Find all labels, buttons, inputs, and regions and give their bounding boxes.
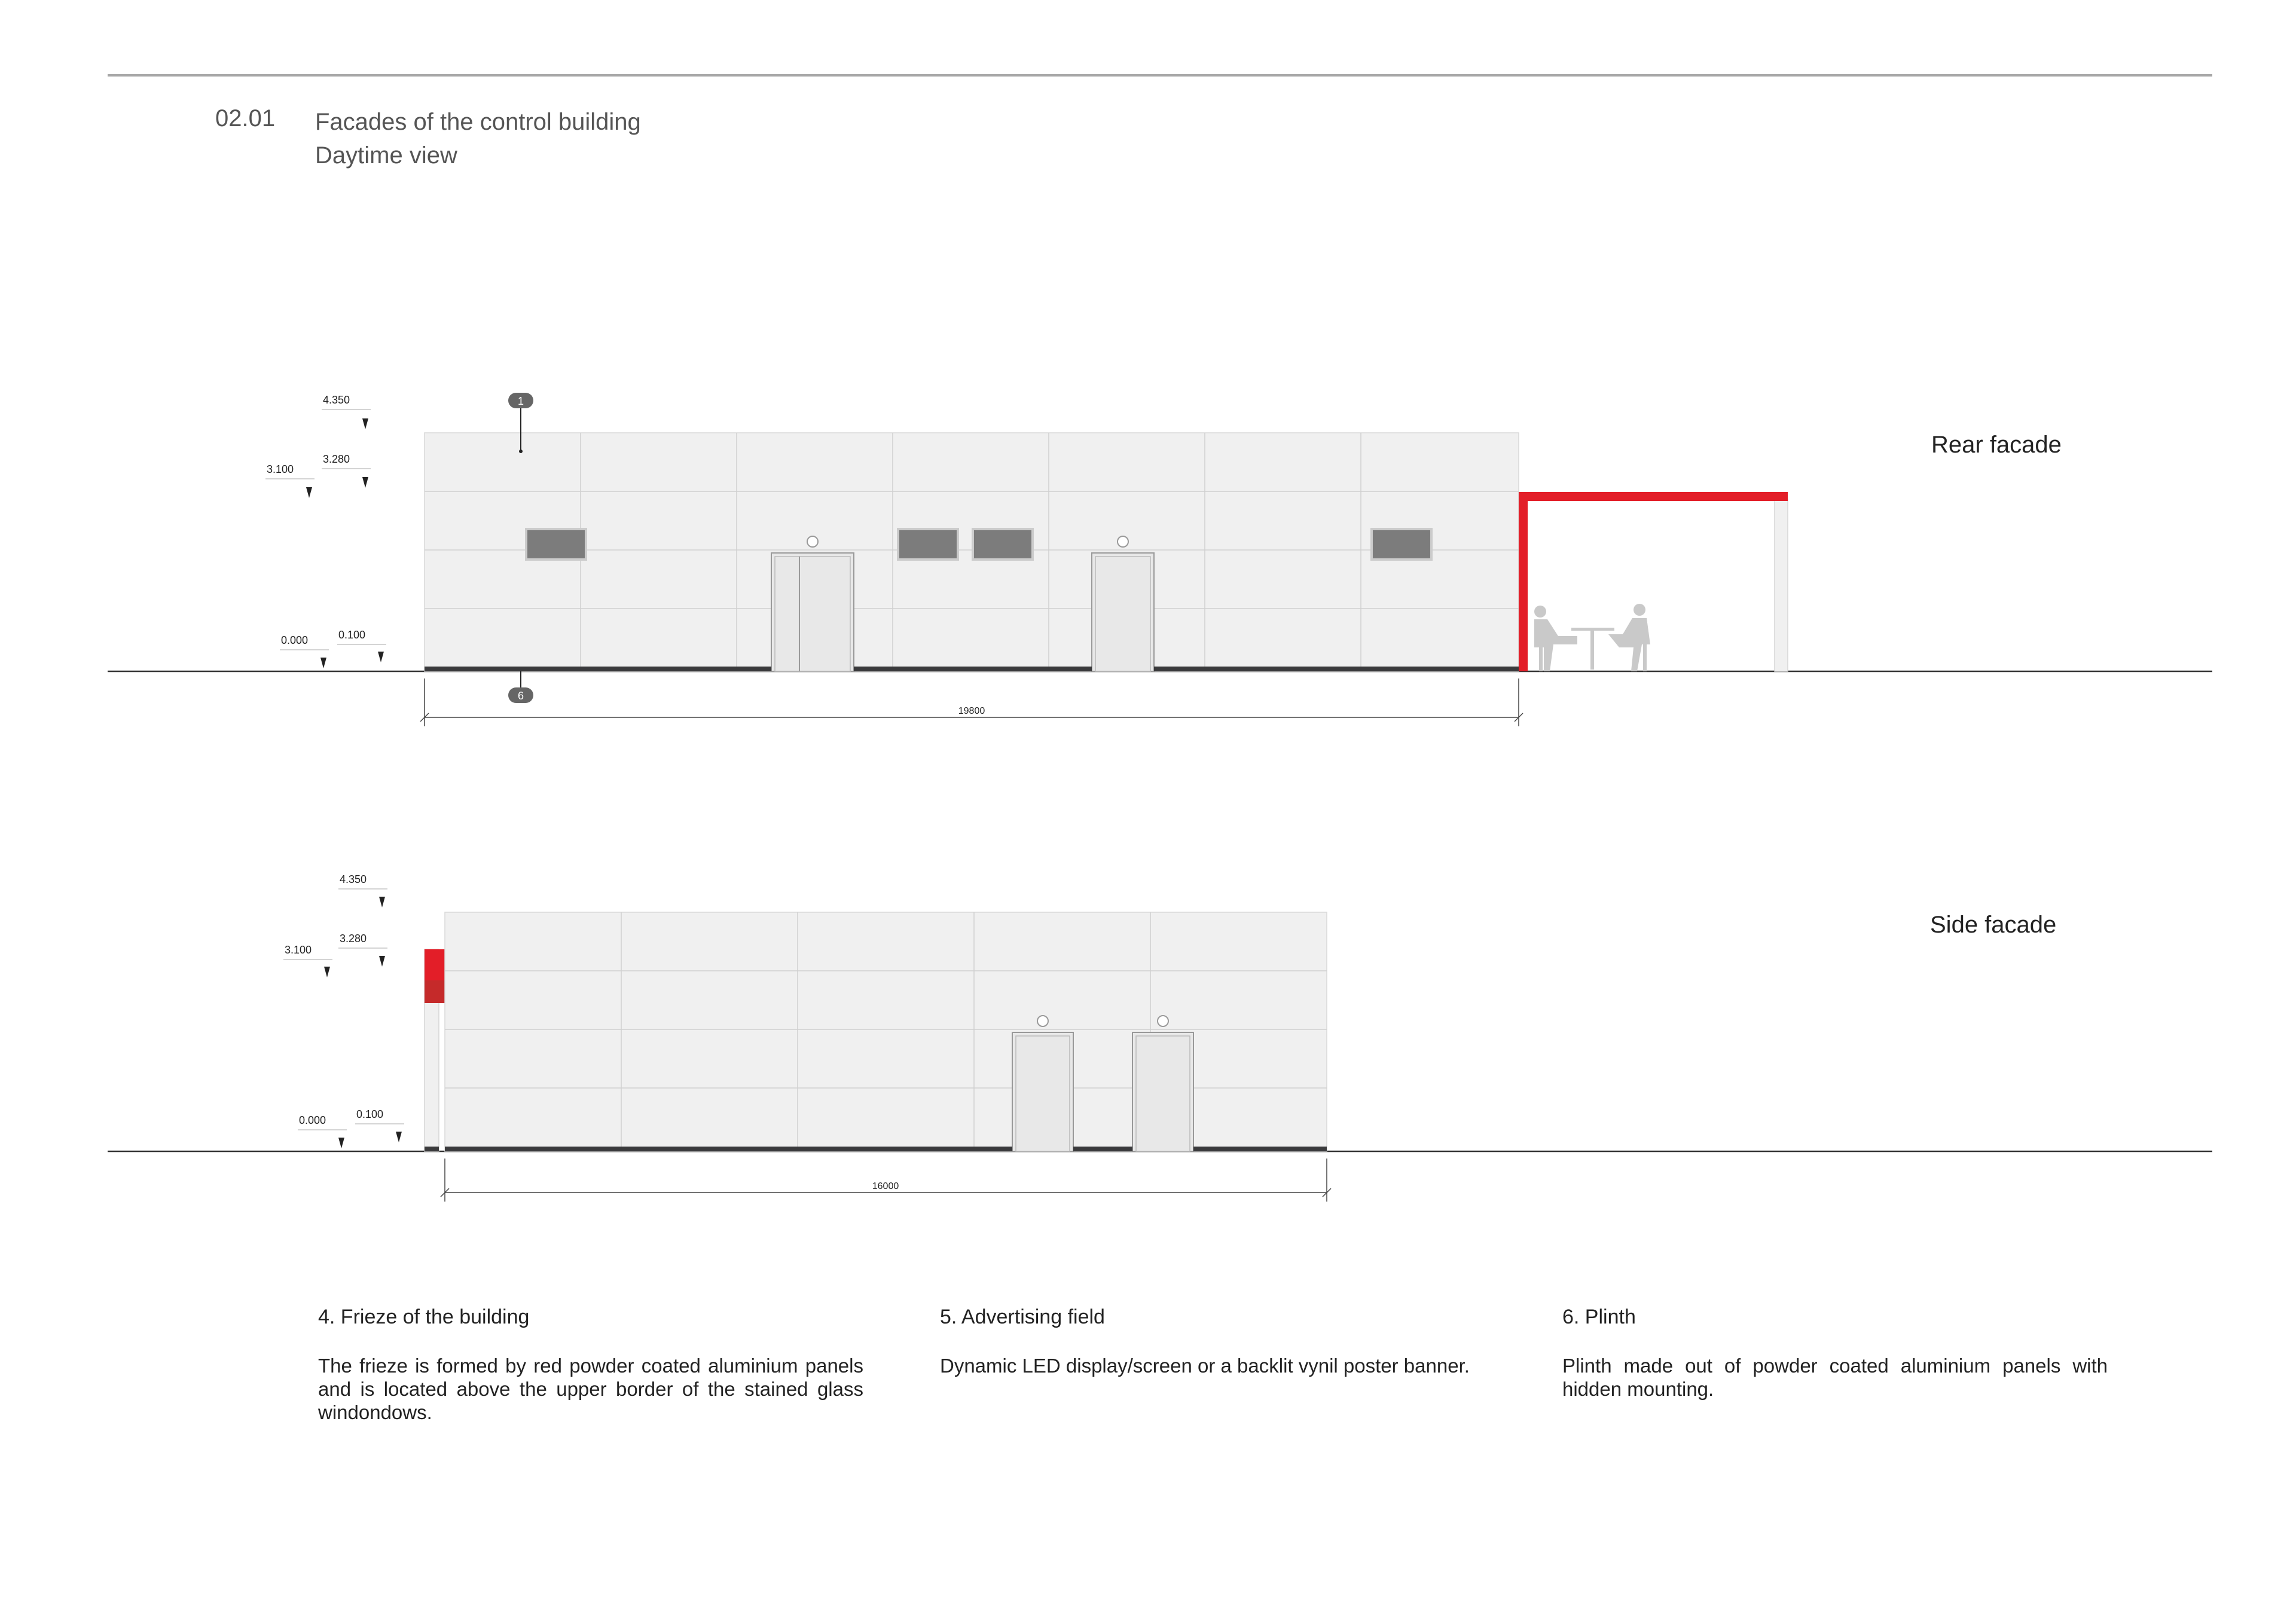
level-label: 3.100 — [285, 944, 312, 956]
note-title: 5. Advertising field — [940, 1306, 1105, 1328]
rear-single-door — [1092, 536, 1154, 671]
marker-label: 1 — [517, 395, 524, 407]
note-advertising — [940, 1306, 1485, 1377]
door-light-icon — [1037, 1016, 1048, 1026]
rear-facade-label: Rear facade — [1931, 432, 2062, 458]
note-body: Plinth made out of powder coated aluminium panels with hidden mounting. — [1562, 1355, 2108, 1400]
level-label: 0.000 — [299, 1114, 326, 1126]
level-label: 3.100 — [267, 463, 294, 475]
level-label: 4.350 — [323, 394, 350, 406]
level-label: 3.280 — [340, 933, 367, 945]
side-width-dimension — [441, 1159, 1331, 1202]
window — [526, 529, 586, 560]
section-title: Facades of the control building — [315, 109, 641, 135]
note-title: 6. Plinth — [1562, 1306, 1636, 1328]
rear-facade — [108, 393, 2212, 726]
door-light-icon — [1158, 1016, 1168, 1026]
rear-double-door — [771, 536, 854, 671]
side-facade-label: Side facade — [1930, 912, 2057, 938]
section-number: 02.01 — [215, 105, 276, 132]
side-facade — [108, 873, 2212, 1202]
window — [898, 529, 958, 560]
level-label: 3.280 — [323, 453, 350, 465]
side-door-2 — [1132, 1016, 1193, 1151]
door-light-icon — [807, 536, 818, 547]
canopy-red-post — [1519, 492, 1528, 671]
section-subtitle: Daytime view — [315, 142, 457, 169]
note-body: The frieze is formed by red powder coated aluminium panels and is located above the upper border of the stained glass windondows. — [318, 1355, 863, 1423]
side-level-markers — [283, 873, 404, 1148]
canopy-frieze — [1519, 492, 1788, 501]
side-wall — [445, 912, 1327, 1151]
note-title: 4. Frieze of the building — [318, 1306, 530, 1328]
level-label: 0.100 — [356, 1108, 384, 1120]
seated-people-icon — [1534, 604, 1650, 671]
door-light-icon — [1118, 536, 1128, 547]
note-plinth — [1562, 1306, 2108, 1401]
note-frieze — [318, 1306, 863, 1424]
note-body: Dynamic LED display/screen or a backlit vynil poster banner. — [940, 1355, 1470, 1377]
marker-plinth — [508, 671, 533, 703]
level-label: 0.100 — [338, 629, 366, 641]
canopy-post — [1775, 499, 1788, 671]
rear-level-markers — [265, 394, 386, 668]
level-label: 4.350 — [340, 873, 367, 885]
marker-label: 6 — [517, 690, 524, 702]
dimension-label: 16000 — [872, 1181, 899, 1191]
side-frieze-shade — [425, 980, 445, 1003]
dimension-label: 19800 — [958, 706, 985, 716]
side-door-1 — [1012, 1016, 1073, 1151]
rear-width-dimension — [420, 678, 1523, 726]
level-label: 0.000 — [281, 634, 309, 646]
window — [973, 529, 1033, 560]
window — [1372, 529, 1431, 560]
